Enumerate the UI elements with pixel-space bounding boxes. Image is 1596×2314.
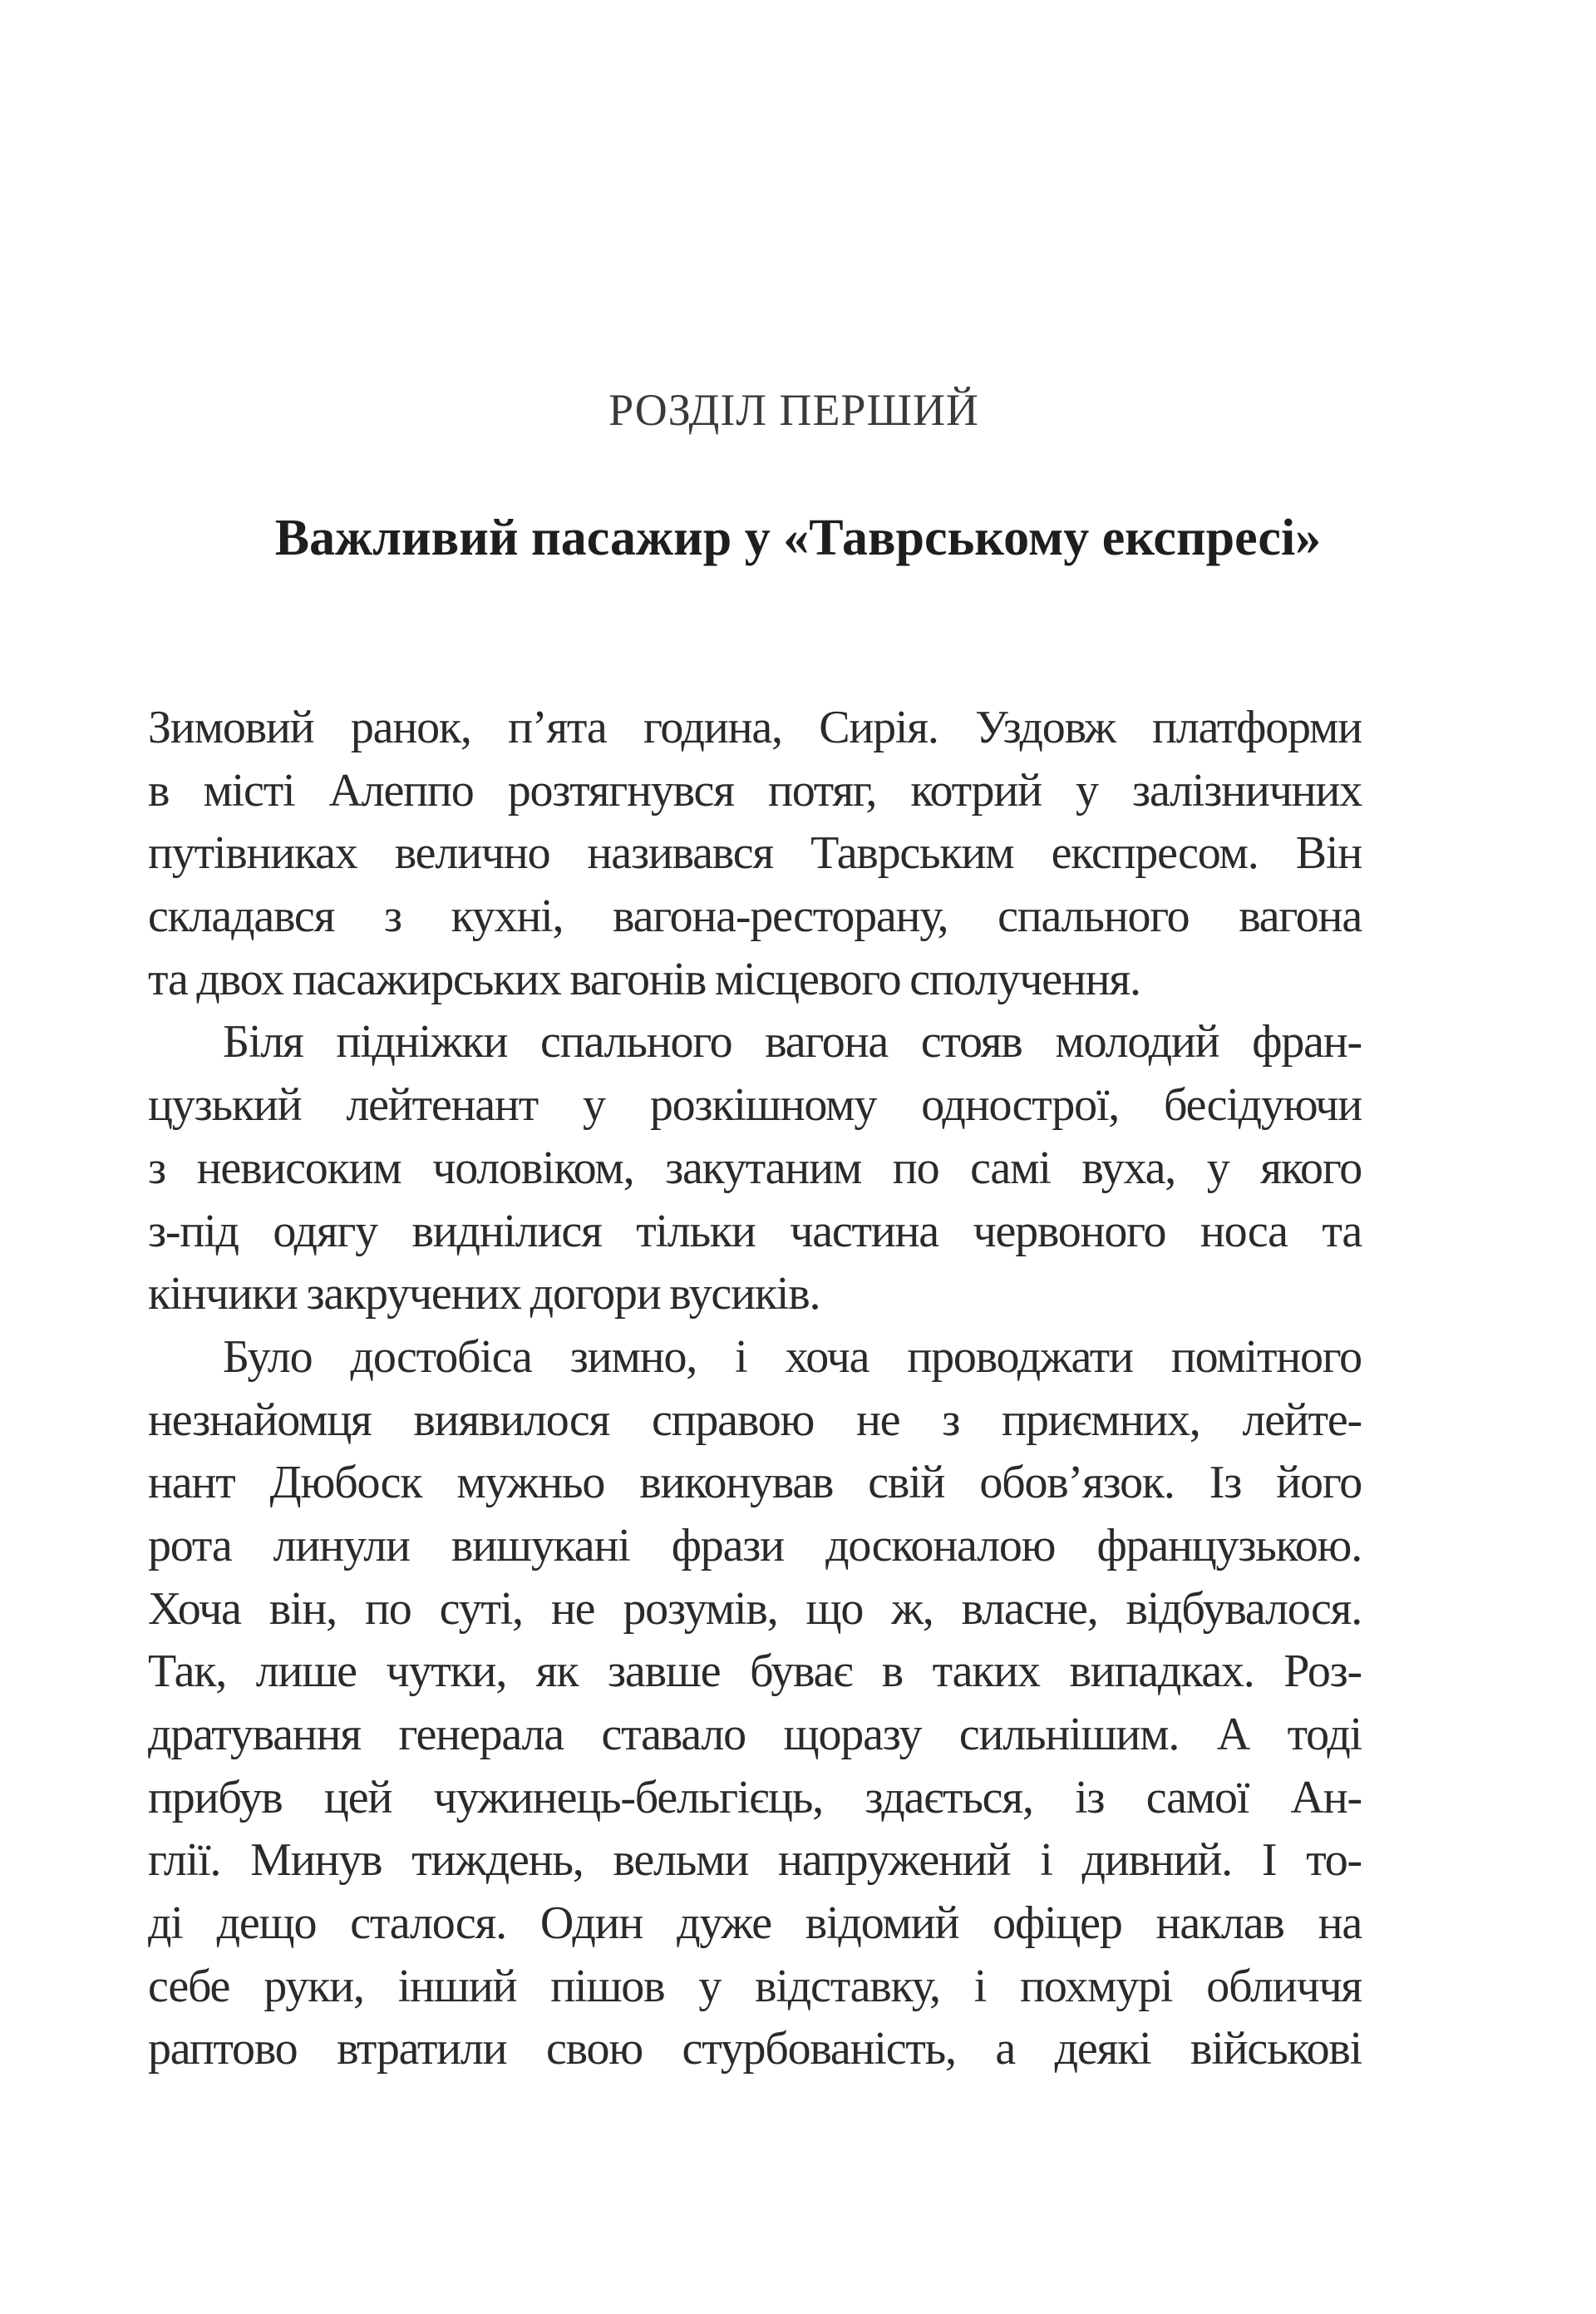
chapter-title: Важливий пасажир у «Таврському експресі» [274, 510, 1322, 566]
text-line: Хоча він, по суті, не розумів, що ж, власне, відбувалося. [148, 1582, 1362, 1635]
text-line: раптово втратили свою стурбованість, а деякі військові [148, 2023, 1362, 2075]
text-line: з невисоким чоловіком, закутаним по самі вуха, у якого [148, 1142, 1362, 1194]
text-line: Зимовий ранок, п’ята година, Сирія. Уздовж платформи [148, 702, 1362, 753]
text-line: в місті Алеппо розтягнувся потяг, котрий у залізничних [148, 764, 1362, 817]
text-line: глії. Минув тиждень, вельми напружений і дивний. І то- [148, 1834, 1362, 1887]
text-line: з-під одягу виднілися тільки частина червоного носа та [148, 1205, 1362, 1257]
text-line: Так, лише чутки, як завше буває в таких випадках. Роз- [148, 1645, 1362, 1698]
paragraph [148, 1011, 1362, 1325]
text-line: складався з кухні, вагона-ресторану, спального вагона [148, 891, 1362, 943]
text-line: себе руки, інший пішов у відставку, і похмурі обличчя [148, 1960, 1362, 2012]
text-line: цузький лейтенант у розкішному однострої, бесідуючи [148, 1079, 1362, 1132]
text-line: рота линули вишукані фрази досконалою французькою. [148, 1519, 1362, 1571]
body-text [148, 697, 1362, 2081]
text-line: Було достобіса зимно, і хоча проводжати помітного [223, 1330, 1362, 1383]
text-line: прибув цей чужинець-бельгієць, здається, із самої Ан- [148, 1771, 1362, 1823]
text-line: ді дещо сталося. Один дуже відомий офіцер наклав на [148, 1897, 1362, 1950]
text-line: та двох пасажирських вагонів місцевого сполучення. [148, 953, 1140, 1005]
text-line: путівниках велично називався Таврським експресом. Він [148, 827, 1362, 880]
text-line: кінчики закручених догори вусиків. [148, 1268, 820, 1320]
text-line: нант Дюбоск мужньо виконував свій обов’язок. Із його [148, 1457, 1362, 1509]
chapter-label-text: РОЗДІЛ ПЕРШИЙ [608, 385, 979, 435]
text-line: Біля підніжки спального вагона стояв молодий фран- [223, 1016, 1362, 1068]
text-line: дратування генерала ставало щоразу сильнішим. А тоді [148, 1709, 1362, 1760]
paragraph [148, 1326, 1362, 2081]
text-line: незнайомця виявилося справою не з приємних, лейте- [148, 1394, 1362, 1446]
paragraph [148, 697, 1362, 1011]
chapter-label [0, 384, 1596, 436]
